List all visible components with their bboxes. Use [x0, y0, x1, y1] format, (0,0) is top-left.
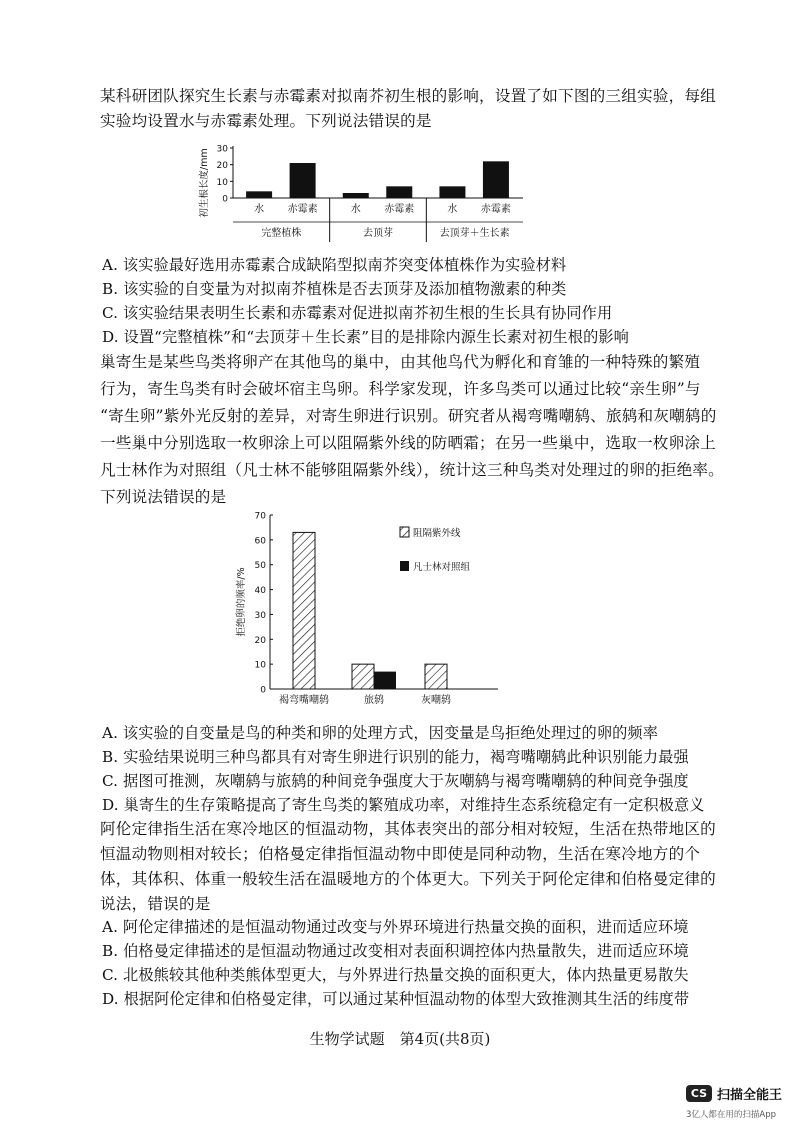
- x-category-label: 水: [447, 204, 458, 215]
- q2-stem-line-4: 一些巢中分别选取一枚卵涂上可以阻隔紫外线的防晒霜；在另一些巢中，选取一枚卵涂上: [100, 434, 716, 452]
- q2-option-b: B. 实验结果说明三种鸟都具有对寄生卵进行识别的能力，褐弯嘴嘲鸫此种识别能力最强: [102, 748, 689, 766]
- group-label: 去顶芽: [363, 228, 393, 239]
- q1-stem-line-2: 实验均设置水与赤霉素处理。下列说法错误的是: [100, 112, 432, 130]
- q2-option-d: D. 巢寄生的生存策略提高了寄生鸟类的繁殖成功率，对维持生态系统稳定有一定积极意义: [102, 796, 705, 814]
- q1-option-c: C. 该实验结果表明生长素和赤霉素对促进拟南芥初生根的生长具有协同作用: [102, 304, 613, 322]
- bar: [483, 161, 509, 198]
- bar-uv-blocked: [425, 664, 447, 689]
- bar: [343, 193, 369, 198]
- legend-swatch-vaseline-control: [400, 561, 409, 571]
- y-tick-label: 60: [254, 536, 266, 547]
- q3-stem-line-4: 说法，错误的是: [100, 895, 211, 913]
- legend-label-vaseline-control: 凡士林对照组: [413, 562, 471, 573]
- y-axis-label: 拒绝卵的频率/%: [236, 567, 247, 637]
- q3-stem-line-1: 阿伦定律指生活在寒冷地区的恒温动物，其体表突出的部分相对较短，生活在热带地区的: [100, 820, 716, 838]
- bar: [290, 163, 316, 198]
- y-tick-label: 40: [254, 586, 266, 597]
- q3-option-a: A. 阿伦定律描述的是恒温动物通过改变与外界环境进行热量交换的面积，进而适应环境: [102, 918, 689, 936]
- bar: [439, 186, 465, 198]
- y-tick-label: 30: [254, 610, 266, 621]
- x-category-label: 灰嘲鸫: [421, 695, 451, 706]
- q3-option-b: B. 伯格曼定律描述的是恒温动物通过改变相对表面积调控体内热量散失，进而适应环境: [102, 942, 689, 960]
- y-axis-label: 初生根长度/mm: [199, 148, 210, 218]
- bar-uv-blocked: [352, 664, 374, 689]
- x-category-label: 褐弯嘴嘲鸫: [279, 695, 329, 706]
- y-tick-label: 10: [254, 660, 266, 671]
- page-footer: 生物学试题 第4页(共8页): [309, 1030, 491, 1048]
- egg-rejection-bar-chart: [230, 505, 530, 715]
- q2-stem-line-5: 凡士林作为对照组（凡士林不能够阻隔紫外线），统计这三种鸟类对处理过的卵的拒绝率。: [100, 461, 724, 479]
- y-tick-label: 50: [254, 561, 266, 572]
- y-tick-label: 20: [216, 161, 228, 172]
- q2-stem-line-6: 下列说法错误的是: [100, 488, 227, 506]
- x-category-label: 水: [254, 204, 265, 215]
- y-tick-label: 70: [254, 511, 266, 522]
- q1-option-d: D. 设置“完整植株”和“去顶芽＋生长素”目的是排除内源生长素对初生根的影响: [102, 328, 629, 346]
- bar: [386, 186, 412, 198]
- bar: [246, 191, 272, 198]
- q3-option-c: C. 北极熊较其他种类熊体型更大，与外界进行热量交换的面积更大，体内热量更易散失: [102, 966, 689, 984]
- x-category-label: 赤霉素: [480, 204, 511, 215]
- q2-option-a: A. 该实验的自变量是鸟的种类和卵的处理方式，因变量是鸟拒绝处理过的卵的频率: [102, 724, 658, 742]
- brand-name: 扫描全能王: [717, 1088, 783, 1103]
- cs-logo-icon: CS: [686, 1085, 712, 1102]
- x-category-label: 水: [350, 204, 361, 215]
- group-label: 完整植株: [261, 228, 302, 239]
- bar-uv-blocked: [293, 532, 315, 689]
- q1-option-a: A. 该实验最好选用赤霉素合成缺陷型拟南芥突变体植株作为实验材料: [102, 256, 567, 274]
- y-tick-label: 30: [216, 144, 228, 155]
- x-category-label: 赤霉素: [384, 204, 415, 215]
- q3-option-d: D. 根据阿伦定律和伯格曼定律，可以通过某种恒温动物的体型大致推测其生活的纬度带: [102, 990, 690, 1008]
- y-tick-label: 0: [260, 685, 266, 696]
- q2-stem-line-1: 巢寄生是某些鸟类将卵产在其他鸟的巢中，由其他鸟代为孵化和育雏的一种特殊的繁殖: [100, 353, 701, 371]
- y-tick-label: 20: [254, 635, 266, 646]
- q2-stem-line-3: “寄生卵”紫外光反射的差异，对寄生卵进行识别。研究者从褐弯嘴嘲鸫、旅鸫和灰嘲鸫的: [100, 407, 717, 425]
- scanner-brand: [686, 1084, 782, 1103]
- legend-swatch-uv-blocked: [400, 527, 409, 537]
- q2-option-c: C. 据图可推测，灰嘲鸫与旅鸫的种间竞争强度大于灰嘲鸫与褐弯嘴嘲鸫的种间竞争强度: [102, 772, 689, 790]
- group-label: 去顶芽＋生长素: [439, 228, 510, 239]
- bar-vaseline-control: [374, 672, 396, 689]
- x-category-label: 旅鸫: [364, 695, 384, 706]
- brand-tagline: 3亿人都在用的扫描App: [686, 1110, 777, 1120]
- q2-stem-line-2: 行为，寄生鸟类有时会破坏宿主鸟卵。科学家发现，许多鸟类可以通过比较“亲生卵”与: [100, 380, 701, 398]
- legend-label-uv-blocked: 阻隔紫外线: [413, 528, 461, 539]
- root-length-bar-chart: [195, 136, 535, 248]
- x-category-label: 赤霉素: [287, 204, 318, 215]
- y-tick-label: 0: [222, 194, 228, 205]
- q1-stem-line-1: 某科研团队探究生长素与赤霉素对拟南芥初生根的影响，设置了如下图的三组实验，每组: [100, 87, 716, 105]
- q1-option-b: B. 该实验的自变量为对拟南芥植株是否去顶芽及添加植物激素的种类: [102, 280, 567, 298]
- q3-stem-line-3: 体，其体积、体重一般较生活在温暖地方的个体更大。下列关于阿伦定律和伯格曼定律的: [100, 870, 716, 888]
- q3-stem-line-2: 恒温动物则相对较长；伯格曼定律指恒温动物中即使是同种动物，生活在寒冷地方的个: [100, 845, 701, 863]
- y-tick-label: 10: [216, 177, 228, 188]
